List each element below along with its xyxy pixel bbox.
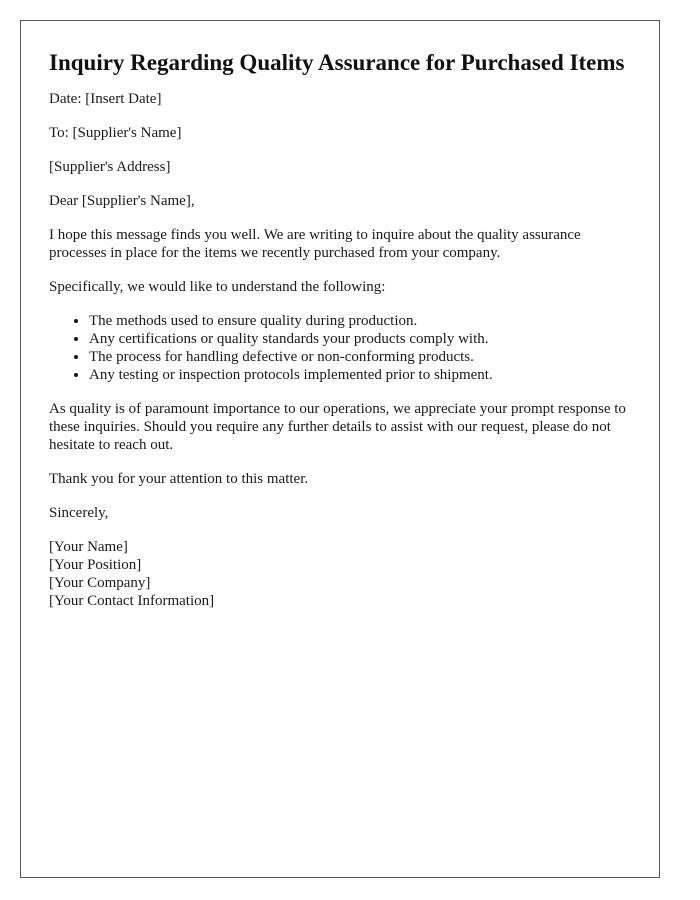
signature-name: [Your Name] bbox=[49, 539, 128, 555]
thanks-line: Thank you for your attention to this matter. bbox=[49, 471, 309, 487]
salutation: Dear [Supplier's Name], bbox=[49, 193, 195, 209]
list-item: • The process for handling defective or non-conforming products. bbox=[89, 348, 631, 366]
closing-paragraph: As quality is of paramount importance to our operations, we appreciate your prompt response to these inquiries. Should you require any further details to assist with our request, please do not hesitate to reach out. bbox=[49, 401, 626, 453]
intro-paragraph: I hope this message finds you well. We are writing to inquire about the quality assurance processes in place for the items we recently purchased from your company. bbox=[49, 227, 581, 261]
sign-off: Sincerely, bbox=[49, 505, 109, 521]
letter-page bbox=[20, 20, 660, 878]
list-item: • Any testing or inspection protocols implemented prior to shipment. bbox=[89, 366, 631, 384]
signature-position: [Your Position] bbox=[49, 557, 142, 573]
date-line: Date: [Insert Date] bbox=[49, 91, 162, 107]
letter-title: Inquiry Regarding Quality Assurance for Purchased Items bbox=[49, 50, 625, 75]
recipient-address: [Supplier's Address] bbox=[49, 159, 171, 175]
list-item: • The methods used to ensure quality during production. bbox=[89, 312, 631, 330]
recipient-line: To: [Supplier's Name] bbox=[49, 125, 182, 141]
list-intro: Specifically, we would like to understand the following: bbox=[49, 279, 386, 295]
inquiry-list bbox=[49, 312, 631, 384]
signature-contact: [Your Contact Information] bbox=[49, 593, 215, 609]
signature-block bbox=[49, 538, 631, 610]
list-item: • Any certifications or quality standards your products comply with. bbox=[89, 330, 631, 348]
signature-company: [Your Company] bbox=[49, 575, 151, 591]
